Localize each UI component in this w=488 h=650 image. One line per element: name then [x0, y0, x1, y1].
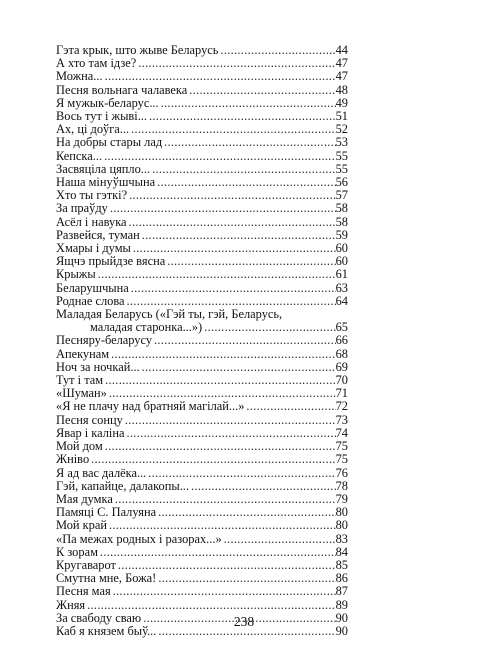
toc-entry-page: 86: [335, 571, 348, 586]
toc-entry-row: [56, 599, 348, 612]
toc-entry-row: [56, 467, 348, 480]
toc-entry-title: Роднае слова: [56, 293, 125, 308]
toc-dot-leader: [89, 453, 335, 466]
toc-dot-leader: [103, 70, 336, 83]
toc-dot-leader: [107, 519, 336, 532]
toc-entry: [56, 519, 348, 532]
toc-dot-leader: [218, 44, 335, 57]
toc-entry-row: [56, 546, 348, 559]
toc-entry-row: [56, 216, 348, 229]
toc-dot-leader: [162, 136, 335, 149]
toc-entry: [56, 453, 348, 466]
toc-entry-title: Хто ты гэткі?: [56, 188, 128, 203]
toc-entry-page: 75: [335, 439, 348, 454]
toc-entry-title: Ах, ці доўга...: [56, 122, 130, 137]
toc-entry-title: Беларушчына: [56, 280, 129, 295]
toc-entry-title: Вось тут і жыві...: [56, 109, 147, 124]
toc-entry-page: 73: [335, 412, 348, 427]
toc-entry-title: Гэта крык, што жыве Беларусь: [56, 43, 219, 57]
toc-entry-title: За праўду: [56, 201, 108, 216]
toc-dot-leader: [222, 533, 336, 546]
toc-entry-title: Ящчэ прыйдзе вясна: [56, 254, 166, 269]
toc-entry-page: 47: [335, 56, 348, 71]
toc-entry-page: 58: [335, 214, 348, 229]
toc-entry: [56, 282, 348, 295]
toc-entry-page: 55: [335, 161, 348, 176]
toc-entry-page: 55: [335, 148, 348, 163]
toc-entry-title: Хмары і думы: [56, 241, 131, 256]
toc-entry: [56, 255, 348, 268]
table-of-contents: [56, 44, 348, 638]
toc-entry-title: Развейся, туман: [56, 227, 140, 242]
toc-dot-leader: [146, 467, 335, 480]
toc-entry-row: [56, 533, 348, 546]
toc-entry-title: За свабоду сваю: [56, 610, 142, 625]
toc-entry-row: [56, 334, 348, 347]
toc-entry-page: 47: [335, 69, 348, 84]
toc-entry-page: 63: [335, 280, 348, 295]
toc-dot-leader: [85, 599, 335, 612]
toc-entry-title: «Па межах родных і разорах...»: [56, 531, 222, 546]
toc-entry-title: Кепска...: [56, 148, 103, 163]
toc-dot-leader: [156, 572, 335, 585]
toc-dot-leader: [152, 334, 336, 347]
toc-entry: [56, 202, 348, 215]
toc-entry-title: Песняру-беларусу: [56, 333, 153, 348]
toc-entry-row: [56, 268, 348, 281]
toc-dot-leader: [155, 176, 335, 189]
toc-entry-row: [56, 480, 348, 493]
toc-entry-title: Можна...: [56, 69, 103, 84]
toc-dot-leader: [187, 84, 335, 97]
toc-entry-title: Каб я князем быў...: [56, 623, 157, 638]
toc-dot-leader: [140, 361, 336, 374]
toc-entry-page: 61: [335, 267, 348, 282]
toc-entry-page: 53: [335, 135, 348, 150]
toc-dot-leader: [156, 506, 336, 519]
toc-entry-page: 72: [335, 399, 348, 414]
toc-entry-title: Памяці С. Палуяна: [56, 505, 157, 520]
toc-entry-page: 70: [335, 373, 348, 388]
toc-dot-leader: [159, 97, 336, 110]
toc-entry: [56, 136, 348, 149]
toc-dot-leader: [129, 282, 336, 295]
toc-entry-title: Ноч за ночкай...: [56, 359, 140, 374]
toc-entry-title: Песня вольнага чалавека: [56, 82, 188, 97]
toc-entry: [56, 585, 348, 598]
toc-dot-leader: [108, 202, 336, 215]
toc-entry-page: 79: [335, 491, 348, 506]
toc-entry-page: 71: [335, 386, 348, 401]
toc-entry-row: [56, 136, 348, 149]
toc-entry-title: Маладая Беларусь («Гэй ты, гэй, Беларусь,: [56, 307, 283, 322]
toc-entry-title: Кругаварот: [56, 557, 116, 572]
toc-entry-title: Апекунам: [56, 346, 110, 361]
toc-entry-title: Песня мая: [56, 584, 111, 599]
toc-entry-title: Песня сонцу: [56, 412, 123, 427]
toc-dot-leader: [147, 110, 336, 123]
toc-entry-page: 64: [335, 293, 348, 308]
toc-entry-row: [56, 440, 348, 453]
toc-entry-title: Мой край: [56, 518, 107, 533]
toc-entry-title: На добры стары лад: [56, 135, 163, 150]
toc-entry-page: 68: [335, 346, 348, 361]
toc-entry: [56, 467, 348, 480]
toc-entry-page: 85: [335, 557, 348, 572]
toc-dot-leader: [140, 229, 336, 242]
toc-entry-row: [56, 255, 348, 268]
toc-entry-row: [56, 519, 348, 532]
toc-entry-page: 65: [335, 320, 348, 335]
toc-entry: [56, 84, 348, 97]
toc-dot-leader: [165, 255, 335, 268]
toc-entry-page: 49: [335, 95, 348, 110]
toc-entry-page: 60: [335, 241, 348, 256]
toc-entry-title: Смутна мне, Божа!: [56, 571, 157, 586]
toc-entry-title: Мой дом: [56, 439, 103, 454]
toc-entry-title: Наша мінуўшчына: [56, 175, 156, 190]
toc-dot-leader: [124, 427, 335, 440]
toc-entry: [56, 308, 348, 334]
toc-entry: [56, 268, 348, 281]
toc-entry: [56, 400, 348, 413]
toc-entry: [56, 348, 348, 361]
toc-entry-title: Жняя: [56, 597, 86, 612]
toc-entry-page: 56: [335, 175, 348, 190]
toc-entry: [56, 599, 348, 612]
toc-entry-page: 84: [335, 544, 348, 559]
toc-dot-leader: [189, 480, 336, 493]
toc-dot-leader: [136, 57, 335, 70]
toc-entry-title-continuation: маладая старонка...»): [90, 320, 203, 335]
toc-entry-row: [56, 202, 348, 215]
toc-entry-page: 87: [335, 584, 348, 599]
toc-entry-page: 90: [335, 610, 348, 625]
toc-entry-title: Гэй, капайце, далакопы...: [56, 478, 189, 493]
toc-entry: [56, 533, 348, 546]
toc-entry-row: [56, 70, 348, 83]
toc-entry-page: 44: [335, 43, 348, 57]
toc-entry-title: Мая думка: [56, 491, 113, 506]
toc-entry-title: Я мужык-беларус...: [56, 95, 159, 110]
toc-entry-page: 75: [335, 452, 348, 467]
toc-entry-title: Жніво: [56, 452, 90, 467]
toc-entry-page: 78: [335, 478, 348, 493]
toc-entry-row: [56, 400, 348, 413]
toc-entry-title: Асёл і навука: [56, 214, 127, 229]
toc-entry-title: Тут і там: [56, 373, 104, 388]
toc-dot-leader: [111, 585, 336, 598]
toc-entry-row: [56, 150, 348, 163]
toc-entry-page: 51: [335, 109, 348, 124]
toc-entry-page: 83: [335, 531, 348, 546]
toc-entry-page: 48: [335, 82, 348, 97]
toc-entry-row: [56, 585, 348, 598]
toc-entry-page: 66: [335, 333, 348, 348]
toc-dot-leader: [103, 440, 336, 453]
toc-entry-row: [56, 453, 348, 466]
toc-entry: [56, 150, 348, 163]
toc-dot-leader: [109, 348, 336, 361]
toc-dot-leader: [202, 321, 335, 334]
toc-dot-leader: [244, 400, 335, 413]
toc-entry-row: [56, 282, 348, 295]
toc-entry-title: Явар і каліна: [56, 425, 125, 440]
toc-entry-page: 57: [335, 188, 348, 203]
toc-entry: [56, 480, 348, 493]
toc-entry-page: 69: [335, 359, 348, 374]
toc-dot-leader: [103, 374, 336, 387]
toc-entry: [56, 546, 348, 559]
toc-dot-leader: [98, 546, 336, 559]
toc-entry-page: 59: [335, 227, 348, 242]
toc-entry-row: [56, 348, 348, 361]
toc-entry-page: 52: [335, 122, 348, 137]
toc-dot-leader: [102, 150, 336, 163]
toc-entry-row: [56, 414, 348, 427]
toc-entry-page: 76: [335, 465, 348, 480]
toc-entry-row: [56, 84, 348, 97]
toc-entry: [56, 216, 348, 229]
toc-entry-page: 80: [335, 518, 348, 533]
toc-dot-leader: [96, 268, 336, 281]
page-number: 238: [233, 614, 255, 629]
toc-entry-title: Я ад вас далёка...: [56, 465, 147, 480]
toc-entry-title: А хто там ідзе?: [56, 56, 137, 71]
toc-entry-title: К зорам: [56, 544, 98, 559]
toc-dot-leader: [127, 216, 336, 229]
toc-entry-title: «Я не плачу над братняй магілай...»: [56, 399, 245, 414]
toc-entry-page: 89: [335, 597, 348, 612]
toc-entry-page: 58: [335, 201, 348, 216]
toc-dot-leader: [150, 163, 336, 176]
toc-entry-title: Крыжы: [56, 267, 96, 282]
toc-entry-page: 80: [335, 505, 348, 520]
toc-entry-page: 90: [335, 623, 348, 638]
toc-entry-title: «Шуман»: [56, 386, 107, 401]
toc-entry-page: 60: [335, 254, 348, 269]
toc-entry: [56, 70, 348, 83]
toc-dot-leader: [127, 189, 336, 202]
toc-entry-page: 74: [335, 425, 348, 440]
toc-entry: [56, 440, 348, 453]
toc-entry: [56, 334, 348, 347]
toc-entry: [56, 414, 348, 427]
toc-entry-title: Засвяціла цяпло...: [56, 161, 151, 176]
toc-dot-leader: [123, 414, 336, 427]
